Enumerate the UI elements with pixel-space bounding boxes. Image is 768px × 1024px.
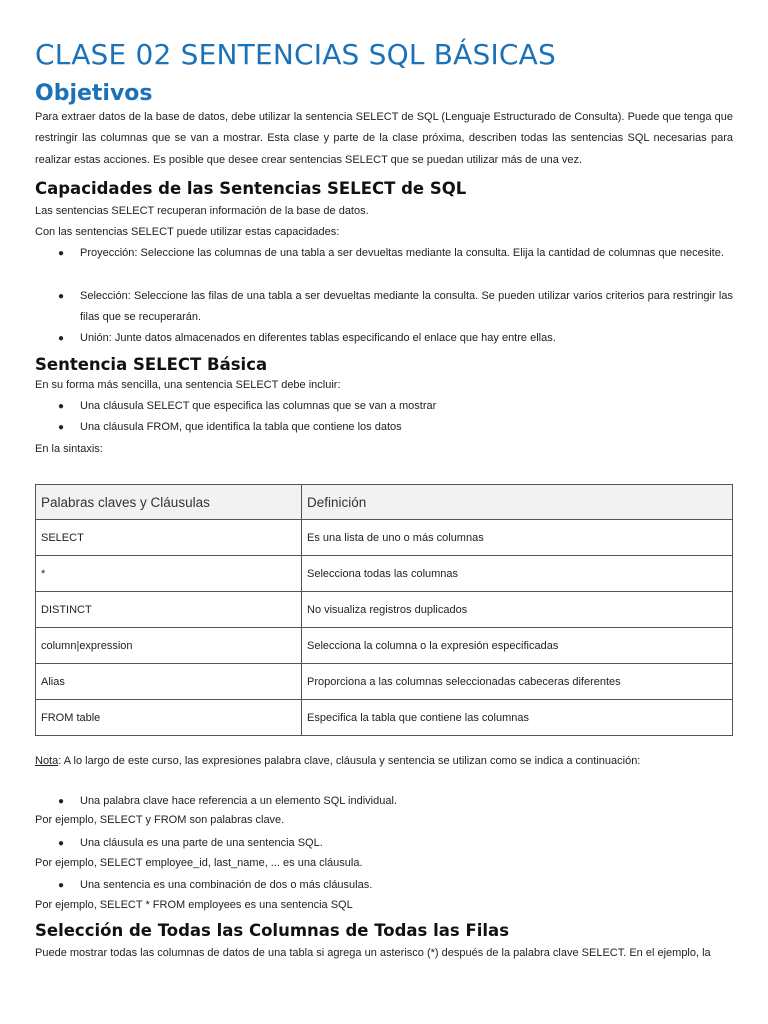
capabilities-line-1: Las sentencias SELECT recuperan información de la base de datos.	[35, 205, 369, 217]
basic-intro: En su forma más sencilla, una sentencia SELECT debe incluir:	[35, 379, 341, 391]
bullet-dot: ●	[58, 880, 65, 891]
table-cell-definition: Selecciona la columna o la expresión especificadas	[302, 628, 733, 664]
table-cell-definition: Es una lista de uno o más columnas	[302, 520, 733, 556]
capabilities-heading: Capacidades de las Sentencias SELECT de SQL	[35, 179, 467, 198]
note-bullet-keyword: Una palabra clave hace referencia a un elemento SQL individual.	[80, 795, 397, 807]
keywords-table	[35, 484, 733, 736]
note-example-1: Por ejemplo, SELECT y FROM son palabras clave.	[35, 814, 285, 826]
basic-select-heading: Sentencia SELECT Básica	[35, 355, 268, 374]
bullet-dot: ●	[58, 248, 65, 259]
objectives-paragraph: Para extraer datos de la base de datos, debe utilizar la sentencia SELECT de SQL (Lenguaje Estructurado de Consulta). Puede que tenga que restringir las columnas que se van a mostrar. Esta clase y parte de la clase próxima, describen todas las sentencias SQL necesarias para realizar estas acciones. Es posible que desee crear sentencias SELECT que se puedan utilizar más de una vez.	[35, 111, 733, 166]
table-cell-keyword: FROM table	[36, 700, 302, 736]
note-label: Nota	[35, 755, 59, 767]
table-cell-definition: Proporciona a las columnas seleccionadas cabeceras diferentes	[302, 664, 733, 700]
note-bullet-statement: Una sentencia es una combinación de dos o más cláusulas.	[80, 879, 373, 891]
table-cell-definition: No visualiza registros duplicados	[302, 592, 733, 628]
note-line	[35, 755, 640, 767]
table-cell-keyword: column|expression	[36, 628, 302, 664]
table-row	[36, 664, 733, 700]
bullet-select-clause: Una cláusula SELECT que especifica las columnas que se van a mostrar	[80, 400, 437, 412]
table-row	[36, 628, 733, 664]
table-cell-definition: Selecciona todas las columnas	[302, 556, 733, 592]
bullet-projection: Proyección: Seleccione las columnas de una tabla a ser devueltas mediante la consulta. Elija la cantidad de columnas que necesite.	[80, 247, 724, 259]
syntax-label: En la sintaxis:	[35, 443, 103, 455]
bullet-dot: ●	[58, 291, 65, 302]
table-cell-keyword: DISTINCT	[36, 592, 302, 628]
table-row	[36, 556, 733, 592]
objectives-heading: Objetivos	[35, 81, 153, 106]
table-cell-keyword: SELECT	[36, 520, 302, 556]
all-columns-text: Puede mostrar todas las columnas de datos de una tabla si agrega un asterisco (*) después de la palabra clave SELECT. En el ejemplo, la	[35, 947, 711, 959]
table-row	[36, 520, 733, 556]
table-header-definition: Definición	[302, 485, 733, 520]
table-cell-keyword: *	[36, 556, 302, 592]
bullet-dot: ●	[58, 838, 65, 849]
table-row	[36, 592, 733, 628]
all-columns-heading: Selección de Todas las Columnas de Todas las Filas	[35, 921, 510, 940]
table-cell-definition: Especifica la tabla que contiene las columnas	[302, 700, 733, 736]
table-cell-keyword: Alias	[36, 664, 302, 700]
note-example-3: Por ejemplo, SELECT * FROM employees es una sentencia SQL	[35, 899, 353, 911]
note-text: : A lo largo de este curso, las expresiones palabra clave, cláusula y sentencia se utilizan como se indica a continuación:	[58, 755, 641, 767]
document-title: CLASE 02 SENTENCIAS SQL BÁSICAS	[35, 38, 557, 71]
bullet-dot: ●	[58, 401, 65, 412]
bullet-from-clause: Una cláusula FROM, que identifica la tabla que contiene los datos	[80, 421, 402, 433]
table-row	[36, 700, 733, 736]
table-header-row	[36, 485, 733, 520]
capabilities-line-2: Con las sentencias SELECT puede utilizar estas capacidades:	[35, 226, 340, 238]
bullet-dot: ●	[58, 333, 65, 344]
bullet-dot: ●	[58, 796, 65, 807]
bullet-dot: ●	[58, 422, 65, 433]
note-example-2: Por ejemplo, SELECT employee_id, last_name, ... es una cláusula.	[35, 857, 363, 869]
bullet-join: Unión: Junte datos almacenados en diferentes tablas especificando el enlace que hay entre ellas.	[80, 332, 556, 344]
table-header-keywords: Palabras claves y Cláusulas	[36, 485, 302, 520]
note-bullet-clause: Una cláusula es una parte de una sentencia SQL.	[80, 837, 323, 849]
bullet-selection: Selección: Seleccione las filas de una tabla a ser devueltas mediante la consulta. Se pueden utilizar varios criterios para restringir las filas que se recuperarán.	[80, 290, 733, 324]
